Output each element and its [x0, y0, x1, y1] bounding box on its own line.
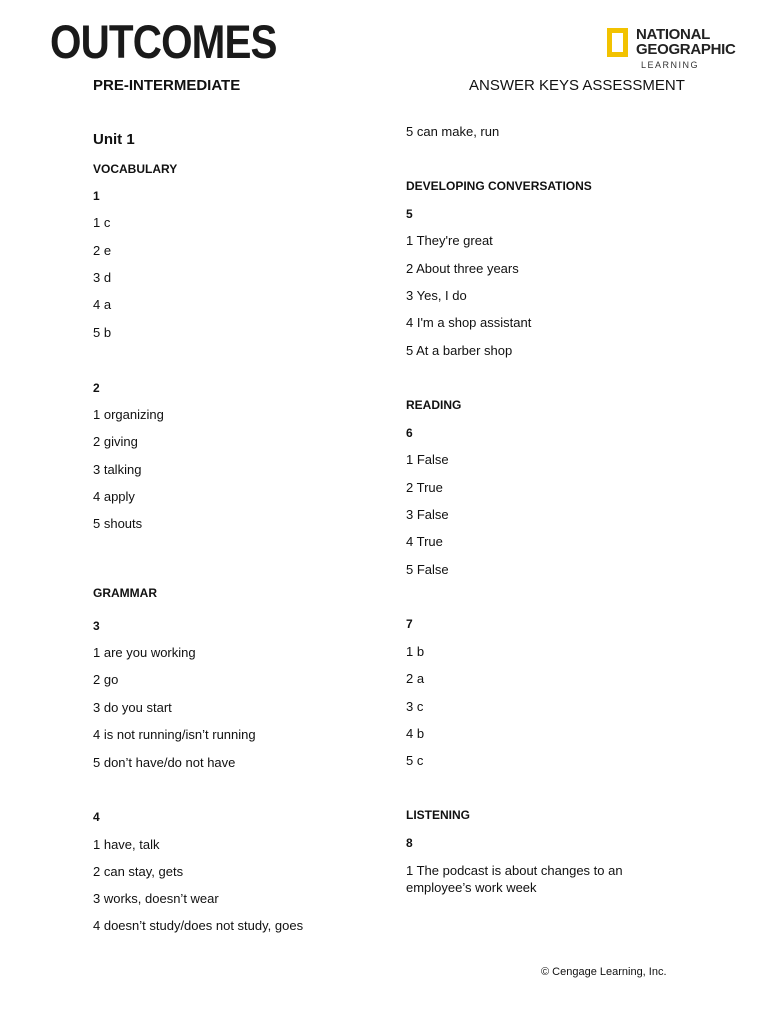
- section-heading-grammar: GRAMMAR: [93, 586, 157, 600]
- unit-heading: Unit 1: [93, 131, 135, 148]
- section-heading-developing-conversations: DEVELOPING CONVERSATIONS: [406, 179, 592, 193]
- answer-item: 5 c: [406, 753, 424, 768]
- answer-item: 2 About three years: [406, 261, 519, 276]
- exercise-number: 2: [93, 381, 100, 395]
- answer-item: 4 True: [406, 534, 443, 549]
- answer-item: 3 c: [406, 699, 424, 714]
- answer-item: 2 e: [93, 243, 112, 258]
- brand-logo: OUTCOMES: [50, 15, 277, 68]
- exercise-number: 1: [93, 189, 100, 203]
- answer-item: 1 The podcast is about changes to an employee’s work week: [406, 863, 623, 895]
- answer-item: 1 have, talk: [93, 837, 160, 852]
- document-subtitle: ANSWER KEYS ASSESSMENT: [469, 77, 685, 94]
- answer-item: 1 organizing: [93, 407, 164, 422]
- answer-item: 4 apply: [93, 489, 135, 504]
- logo-line-1: NATIONAL: [636, 26, 710, 43]
- exercise-number: 4: [93, 810, 100, 824]
- answer-item: 5 don’t have/do not have: [93, 755, 236, 770]
- answer-item: 2 go: [93, 672, 119, 687]
- answer-item: 1 b: [406, 644, 425, 659]
- publisher-logo: [636, 27, 736, 57]
- answer-item: 3 talking: [93, 462, 142, 477]
- section-heading-listening: LISTENING: [406, 808, 471, 822]
- answer-item: 1 False: [406, 452, 449, 467]
- answer-item: 2 True: [406, 480, 443, 495]
- copyright-footer: © Cengage Learning, Inc.: [541, 966, 667, 978]
- exercise-number: 8: [406, 836, 413, 850]
- answer-item: 2 a: [406, 671, 425, 686]
- answer-item: 2 can stay, gets: [93, 864, 184, 879]
- answer-item: 4 doesn’t study/does not study, goes: [93, 918, 304, 933]
- logo-line-3: LEARNING: [641, 60, 700, 70]
- exercise-number: 6: [406, 426, 413, 440]
- answer-item: 5 False: [406, 562, 449, 577]
- answer-item: 3 do you start: [93, 700, 172, 715]
- answer-item: 4 is not running/isn’t running: [93, 727, 256, 742]
- national-geographic-frame-icon: [607, 28, 628, 57]
- answer-item: 4 a: [93, 297, 112, 312]
- logo-line-2: GEOGRAPHIC: [636, 41, 736, 58]
- answer-item: 1 They're great: [406, 233, 493, 248]
- exercise-number: 5: [406, 207, 413, 221]
- answer-item: 4 b: [406, 726, 425, 741]
- answer-item: 5 At a barber shop: [406, 343, 513, 358]
- answer-item: 3 d: [93, 270, 112, 285]
- answer-item: 5 b: [93, 325, 112, 340]
- section-heading-vocabulary: VOCABULARY: [93, 162, 178, 176]
- answer-item: 3 works, doesn’t wear: [93, 891, 219, 906]
- answer-item: 3 Yes, I do: [406, 288, 467, 303]
- exercise-number: 3: [93, 619, 100, 633]
- answer-item: 2 giving: [93, 434, 138, 449]
- answer-item: 4 I'm a shop assistant: [406, 315, 532, 330]
- exercise-number: 7: [406, 617, 413, 631]
- answer-item: 1 are you working: [93, 645, 196, 660]
- section-heading-reading: READING: [406, 398, 462, 412]
- answer-item: 1 c: [93, 215, 111, 230]
- answer-item: 5 shouts: [93, 516, 143, 531]
- answer-item: 3 False: [406, 507, 449, 522]
- level-title: PRE-INTERMEDIATE: [93, 77, 241, 94]
- answer-item: 5 can make, run: [406, 124, 500, 139]
